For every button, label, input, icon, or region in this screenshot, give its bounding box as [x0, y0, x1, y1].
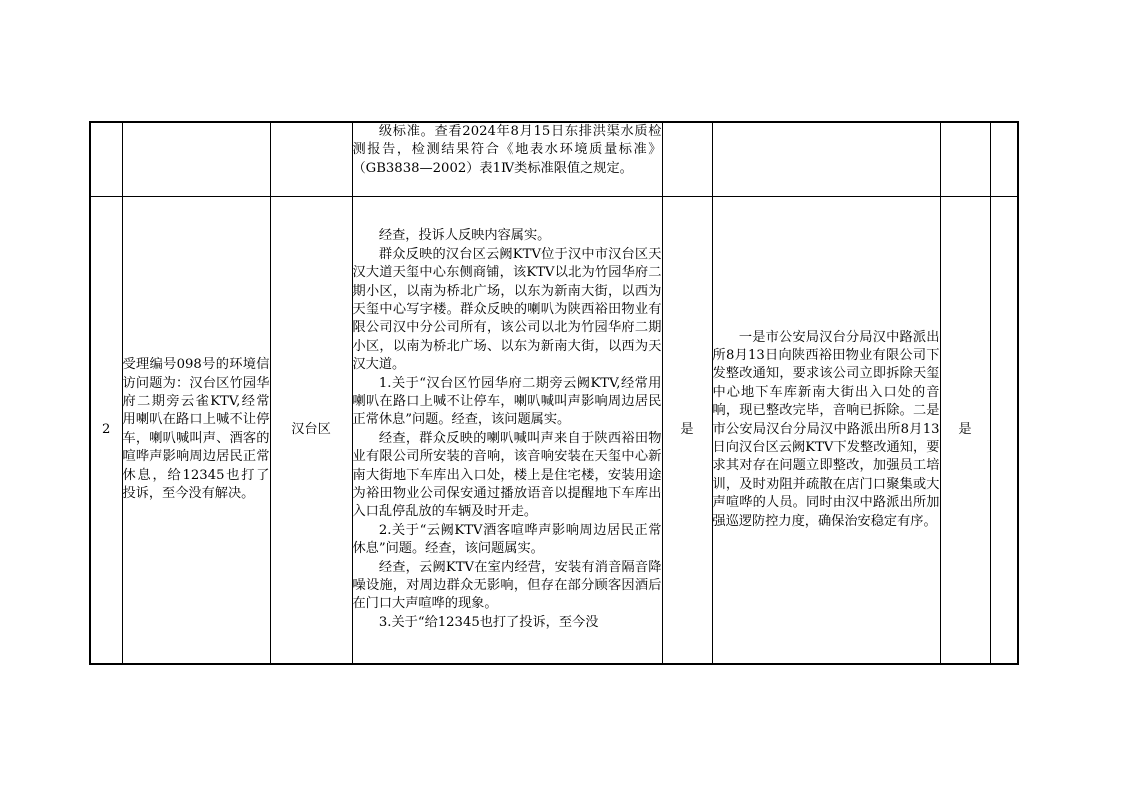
cell-area [270, 122, 352, 196]
cell-remark [990, 122, 1018, 196]
detail-paragraph: 群众反映的汉台区云阙KTV位于汉中市汉台区天汉大道天玺中心东侧商铺，该KTV以北为竹园华府二期小区，以南为桥北广场，以东为新南大街，以西为天玺中心写字楼。群众反映的喇叭为陕西裕田物业有限公司汉中分公司所有，该公司以北为竹园华府二期小区，以南为桥北广场、以东为新南大街，以西为天汉大道。 [352, 246, 662, 373]
cell-area: 汉台区 [270, 196, 352, 664]
detail-paragraph: 级标准。查看2024年8月15日东排洪渠水质检测报告，检测结果符合《地表水环境质量标准》（GB3838—2002）表1Ⅳ类标准限值之规定。 [352, 124, 662, 176]
cell-remark [990, 196, 1018, 664]
cell-detail [352, 122, 662, 196]
action-paragraph: 一是市公安局汉台分局汉中路派出所8月13日向陕西裕田物业有限公司下发整改通知，要求该公司立即拆除天玺中心地下车库新南大街出入口处的音响，现已整改完毕，音响已拆除。二是市公安局汉台分局汉中路派出所8月13日向汉台区云阙KTV下发整改通知，要求其对存在问题立即整改，加强员工培训，及时劝阻并疏散在店门口聚集或大声喧哗的人员。同时由汉中路派出所加强巡逻防控力度，确保治安稳定有序。 [712, 329, 940, 529]
detail-paragraph: 经查，云阙KTV在室内经营，安装有消音隔音降噪设施，对周边群众无影响，但存在部分顾客因酒后在门口大声喧哗的现象。 [352, 559, 662, 612]
detail-paragraph: 2.关于“云阙KTV酒客喧哗声影响周边居民正常休息”问题。经查，该问题属实。 [352, 522, 662, 557]
detail-paragraph: 1.关于“汉台区竹园华府二期旁云阙KTV,经常用喇叭在路口上喊不让停车，喇叭喊叫声影响周边居民正常休息”问题。经查，该问题属实。 [352, 375, 662, 428]
cell-completed: 是 [940, 196, 990, 664]
cell-verified [662, 122, 712, 196]
cell-number [90, 122, 122, 196]
cell-verified: 是 [662, 196, 712, 664]
report-table [89, 121, 1019, 665]
cell-completed [940, 122, 990, 196]
cell-issue [122, 122, 270, 196]
detail-paragraph: 3.关于“给12345也打了投诉，至今没 [378, 614, 599, 630]
cell-action [712, 122, 940, 196]
detail-paragraph: 经查，群众反映的喇叭喊叫声来自于陕西裕田物业有限公司所安装的音响，该音响安装在天玺中心新南大街地下车库出入口处，楼上是住宅楼，安装用途为裕田物业公司保安通过播放语音以提醒地下车库出入口乱停乱放的车辆及时开走。 [352, 430, 662, 520]
table-row [90, 196, 1018, 664]
cell-detail [352, 196, 662, 664]
cell-action [712, 196, 940, 664]
table-row [90, 122, 1018, 196]
cell-number: 2 [90, 196, 122, 664]
detail-paragraph: 经查，投诉人反映内容属实。 [378, 228, 551, 244]
cell-issue: 受理编号098号的环境信访问题为：汉台区竹园华府二期旁云雀KTV,经常用喇叭在路口上喊不让停车，喇叭喊叫声、酒客的喧哗声影响周边居民正常休息，给12345也打了投诉，至今没有解决。 [122, 196, 270, 664]
